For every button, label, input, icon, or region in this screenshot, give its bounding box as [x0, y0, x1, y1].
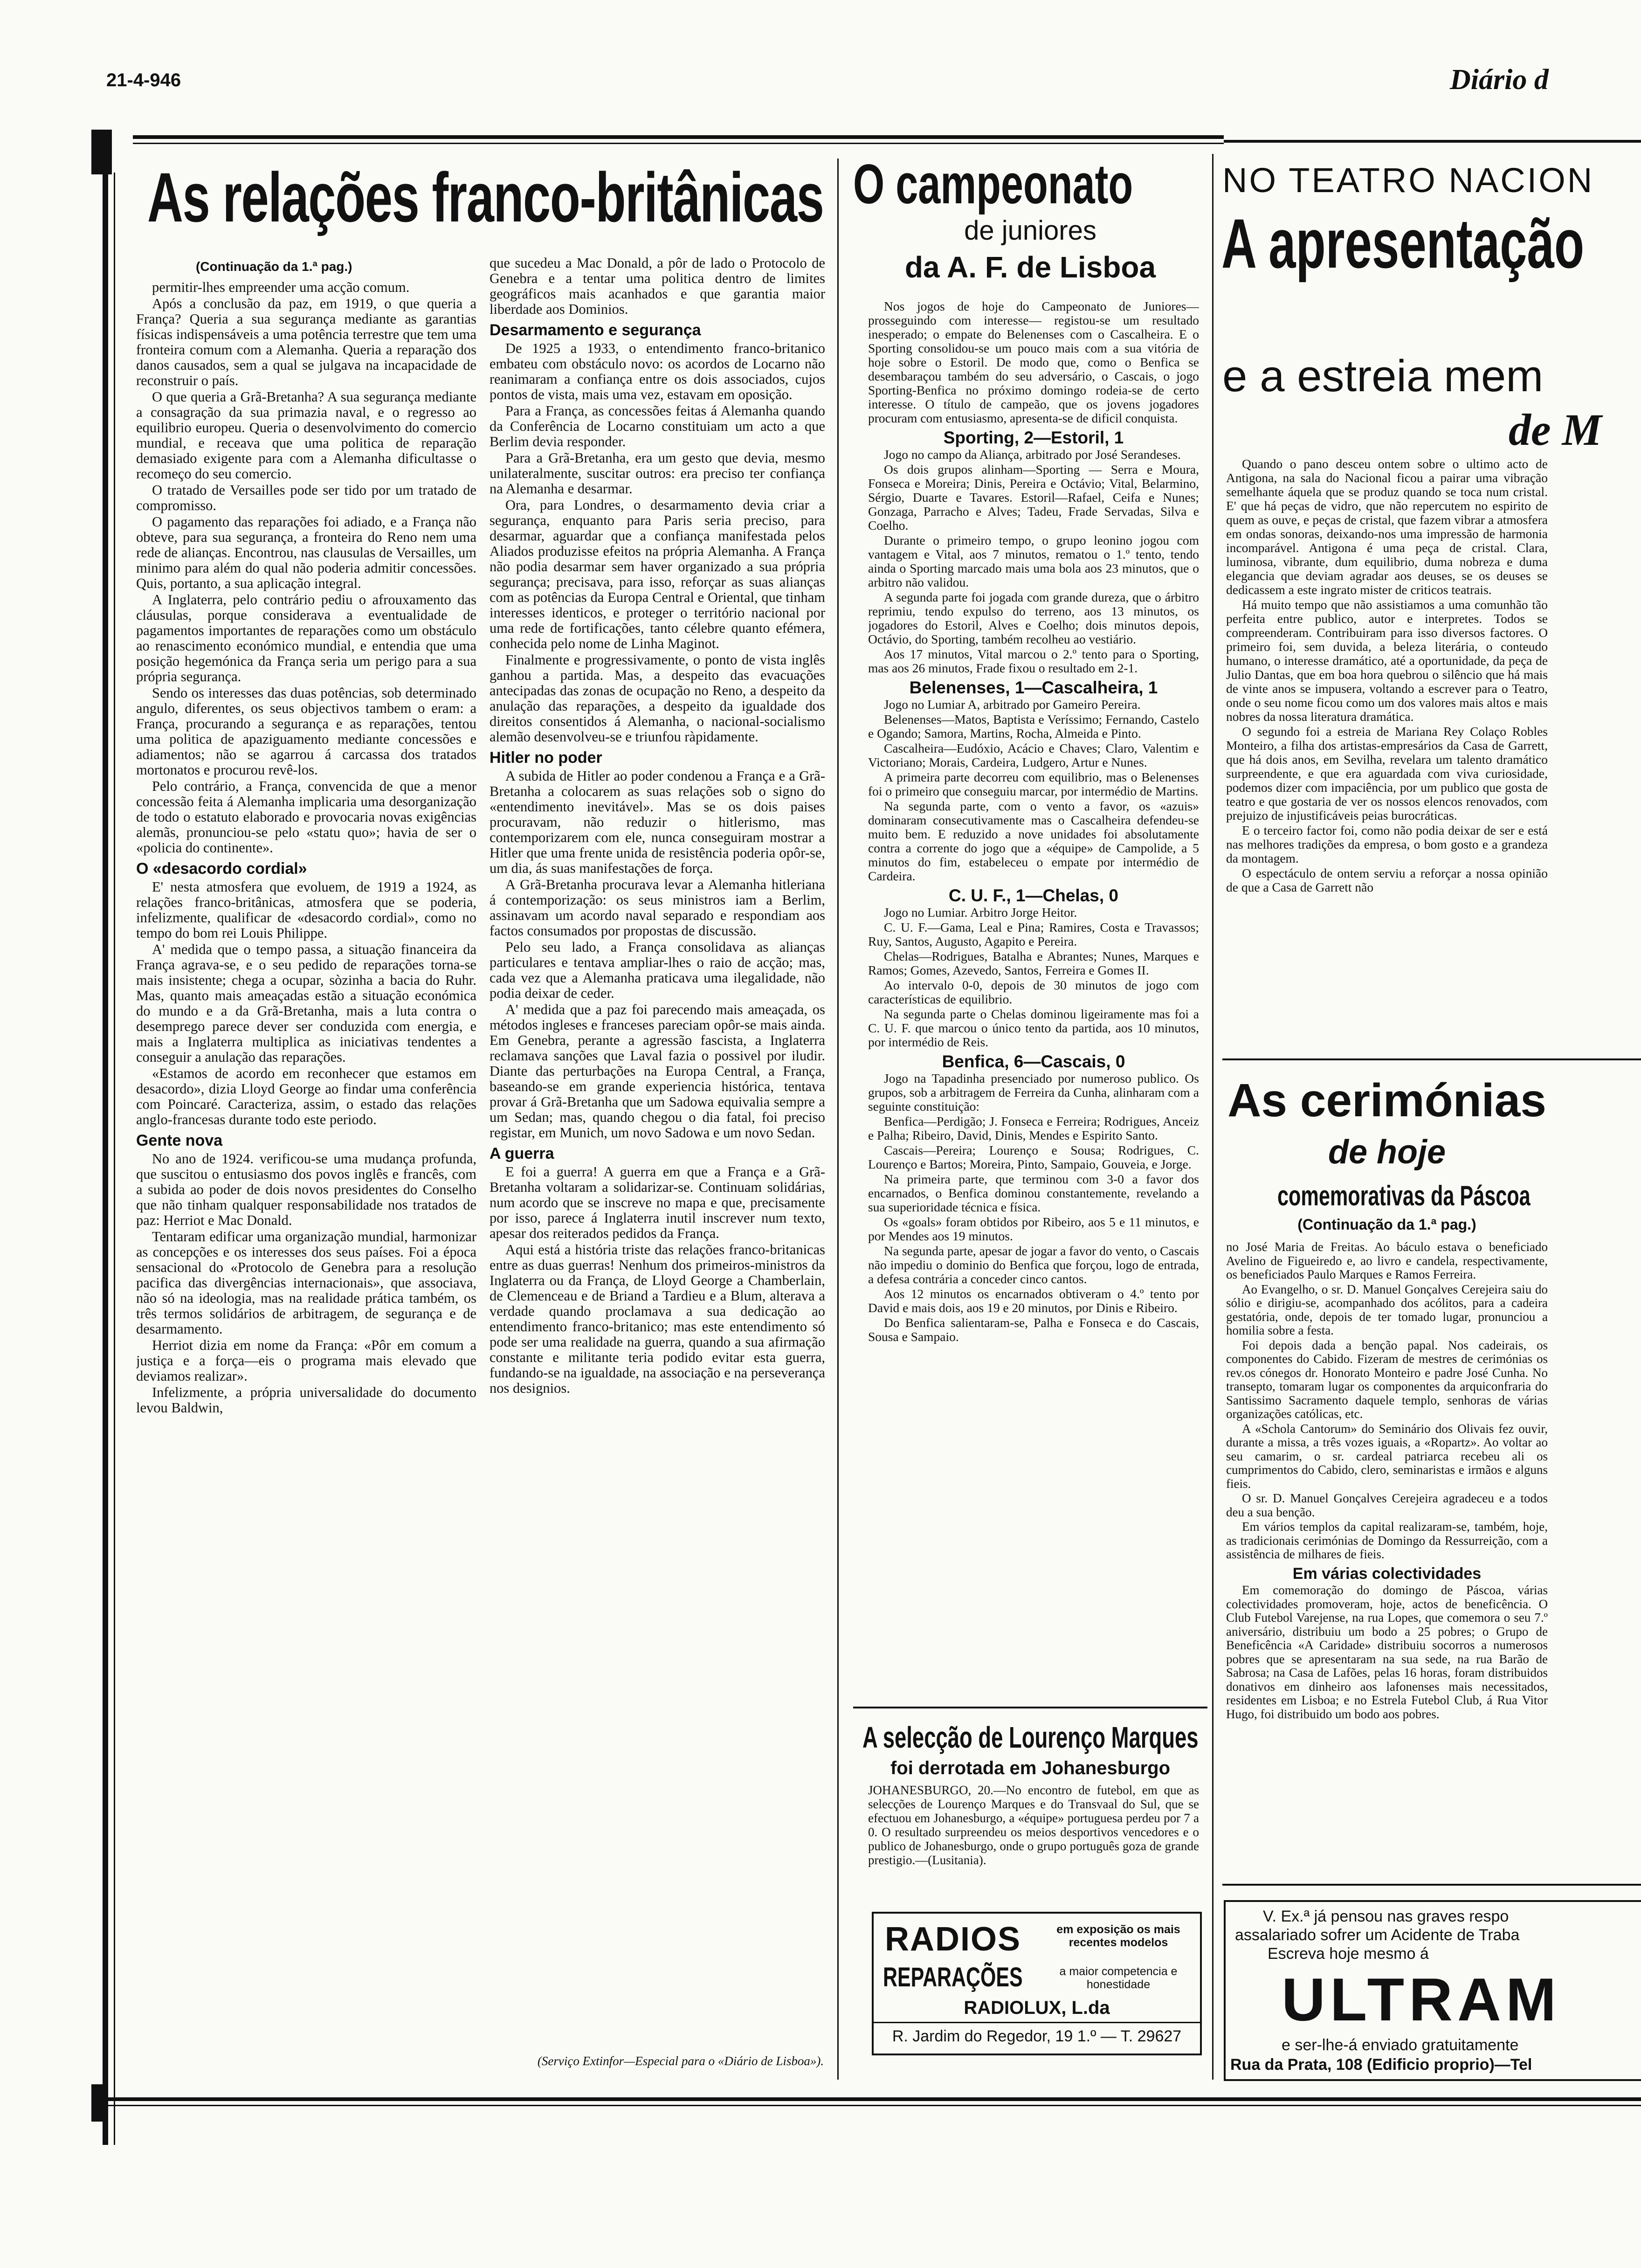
section-heading: Gente nova — [136, 1132, 223, 1149]
ad-ultra-line5: Rua da Prata, 108 (Edificio proprio)—Tel — [1230, 2056, 1532, 2074]
sports-article-body — [868, 299, 1199, 1691]
paragraph: O segundo foi a estreia de Mariana Rey Colaço Robles Monteiro, a filha dos artistas-empresários da Casa de Garrett, que há dois anos, em Sevilha, revelara um talento dramático surpreendente, e que era aguardada com viva curiosidade, podemos dizer com impaciência, por um publico que gosta de teatro e que gostaria de ver os nossos elencos renovados, com prejuizo de injustificáveis peias burocráticas. — [1226, 724, 1548, 823]
paragraph: O espectáculo de ontem serviu a reforçar a nossa opinião de que a Casa de Garrett não — [1226, 866, 1548, 894]
paragraph: Em vários templos da capital realizaram-se, também, hoje, as tradicionais cerimónias de Domingo da Ressurreição, com a assistência de milhares de fieis. — [1226, 1520, 1548, 1561]
paragraph: permitir-lhes empreender uma acção comum. — [152, 280, 410, 295]
paragraph: no José Maria de Freitas. Ao báculo estava o beneficiado Avelino de Figueiredo e, ao livro e candela, respectivamente, os beneficiados Paulo Marques e Ramos Ferreira. — [1226, 1240, 1548, 1281]
ad-divider — [874, 2022, 1200, 2023]
paragraph: Há muito tempo que não assistiamos a uma comunhão tão perfeita entre publico, autor e interpretes. Todos se compreenderam. Contribuiram para isso diversos factores. O primeiro foi, sem duvida, a beleza literária, o conteudo humano, o interesse dramático, até a oportunidade, da peça de Julio Dantas, que em boa hora quebrou o silêncio que há mais de vinte anos se impusera, voltando a escrever para o Teatro, onde o seu nome ficou como um dos valores mais altos e mais nobres da nossa literatura dramática. — [1226, 597, 1548, 724]
lead-article-title-text: As relações franco-britânicas — [147, 158, 824, 236]
paragraph: Cascais—Pereira; Lourenço e Sousa; Rodrigues, C. Lourenço e Bartos; Moreira, Pinto, Sampaio, Gouveia, e Jorge. — [868, 1143, 1199, 1171]
ad-ultra-brand: ULTRAM — [1282, 1965, 1561, 2033]
paragraph: Jogo no Lumiar A, arbitrado por Gameiro Pereira. — [884, 697, 1141, 712]
section-heading: Belenenses, 1—Cascalheira, 1 — [909, 678, 1158, 697]
lm-article-body — [868, 1783, 1199, 1886]
theatre-kicker: NO TEATRO NACION — [1222, 161, 1594, 200]
paragraph: E foi a guerra! A guerra em que a França e a Grã-Bretanha voltaram a solidarizar-se. Continuam solidárias, num acordo que se inscreve no mapa e que, precisamente por isso, parece á Inglaterra inutil inscrever num texto, apesar dos reiterados pedidos da França. — [490, 1164, 825, 1241]
paragraph: «Estamos de acordo em reconhecer que estamos em desacordo», dizia Lloyd George ao findar uma conferência com Poincaré. Caracteriza, assim, o estado das relações anglo-francesas durante todo este periodo. — [136, 1065, 476, 1127]
ultramar-advertisement — [1224, 1900, 1641, 2081]
paragraph: No ano de 1924. verificou-se uma mudança profunda, que suscitou o entusiasmo dos povos inglês e francês, com a subida ao poder de dois novos presidentes do Conselho que não tinham qualquer responsabilidade nos tratados de paz: Herriot e Mac Donald. — [136, 1151, 476, 1228]
sports-title-line1: O campeonato — [853, 154, 1133, 214]
section-heading: C. U. F., 1—Chelas, 0 — [949, 886, 1118, 905]
paragraph: Tentaram edificar uma organização mundial, harmonizar as concepções e os interesses dos seus países. Foi a época sensacional do «Protocolo de Genebra para a resolução pacifica das divergências internacionais», que associava, não só na ideologia, mas na realidade prática também, os três termos solidários de arbitragem, de segurança e de desarmamento. — [136, 1229, 476, 1337]
paragraph: O pagamento das reparações foi adiado, e a França não obteve, para sua segurança, a fronteira do Reno nem uma rede de alianças. Encontrou, nas clausulas de Versailles, um minimo para além do qual não poderia admitir concessões. Quis, portanto, a sua aplicação integral. — [136, 514, 476, 591]
paragraph: A segunda parte foi jogada com grande dureza, que o árbitro reprimiu, tendo expulso do terreno, aos 13 minutos, os jogadores do Estoril, Alves e Coelho; dois minutos depois, Octávio, do Sporting, também recolheu ao vestiário. — [868, 590, 1199, 646]
paragraph: Quando o pano desceu ontem sobre o ultimo acto de Antigona, na sala do Nacional ficou a pairar uma vibração semelhante áquela que se produz quando se toca num cristal. E' que há peças de vidro, que não repercutem no espirito de quem as ouve, e peças de cristal, que fazem vibrar a atmosfera em ondas sonoras, deixando-nos uma impressão de harmonia incomparável. Antigona é uma peça de cristal. Clara, luminosa, vibrante, dum equilibrio, duma nobreza e duma elegancia que deviam agradar aos deuses, se os deuses se dedicassem a este ingrato mister de criticos teatrais. — [1226, 457, 1548, 597]
section-heading: Sporting, 2—Estoril, 1 — [943, 428, 1124, 447]
lead-article-title — [147, 157, 833, 250]
top-rule-thin — [133, 143, 1224, 144]
paragraph: E o terceiro factor foi, como não podia deixar de ser e está nas melhores tradições da empresa, o bom gosto e a grandeza da montagem. — [1226, 823, 1548, 865]
paragraph: Finalmente e progressivamente, o ponto de vista inglês ganhou a partida. Mas, a despeito das evacuações antecipadas das zonas de ocupação no Reno, a despeito da anulação das reparações, a despeito da igualdade dos direitos consentidos á Alemanha, o nacional-socialismo alemão desenvolveu-se e triunfou ràpidamente. — [490, 652, 825, 745]
paragraph: Aos 12 minutos os encarnados obtiveram o 4.º tento por David e mais dois, aos 19 e 20 minutos, por Dinis e Ribeiro. — [868, 1286, 1199, 1315]
paragraph: Para a França, as concessões feitas á Alemanha quando da Conferência de Locarno constituiam um acto a que Berlim devia responder. — [490, 403, 825, 449]
paragraph: Ao intervalo 0-0, depois de 30 minutos de jogo com características de equilibrio. — [868, 978, 1199, 1006]
paragraph: Após a conclusão da paz, em 1919, o que queria a França? Queria a sua segurança mediante as garantias físicas indispensáveis a uma potência terrestre que tem uma fronteira comum com a Alemanha. Queria a reparação dos danos causados, sem a qual se julgava na incapacidade de reconstruir o país. — [136, 296, 476, 388]
bottom-rule-thin — [91, 2105, 1641, 2106]
left-border-thick — [103, 173, 108, 2145]
easter-article-body — [1226, 1240, 1548, 1860]
sports-separator — [853, 1707, 1207, 1708]
paragraph: A «Schola Cantorum» do Seminário dos Olivais fez ouvir, durante a missa, a três vozes iguais, a «Ropartz». Ao voltar ao seu camarim, o sr. cardeal patriarca recebeu ali os cumprimentos do Cabido, clero, seminaristas e irmãos e alguns fieis. — [1226, 1421, 1548, 1491]
paragraph: Na segunda parte o Chelas dominou ligeiramente mas foi a C. U. F. que marcou o único tento da partida, aos 10 minutos, por intermédio de Reis. — [868, 1007, 1199, 1049]
paragraph: C. U. F.—Gama, Leal e Pina; Ramires, Costa e Travassos; Ruy, Santos, Augusto, Agapito e Pereira. — [868, 920, 1199, 948]
ad-radios-word: RADIOS — [885, 1921, 1021, 1958]
paragraph: Nos jogos de hoje do Campeonato de Juniores—prosseguindo com interesse— registou-se um resultado inesperado; o empate do Belenenses com o Cascalheira. E o Sporting consolidou-se um pouco mais com a sua vitória de hoje sobre o Estoril. De modo que, como o Benfica se desembaraçou também do seu adversário, o Cascais, o jogo Sporting-Benfica no próximo domingo rodeia-se de certo interesse. O título de campeão, que os jovens jogadores procuram com entusiasmo, apresenta-se de dificil conquista. — [868, 299, 1199, 425]
lm-article-title: A selecção de Lourenço Marques — [862, 1721, 1199, 1754]
easter-title: As cerimónias — [1227, 1074, 1546, 1127]
paragraph: Pelo contrário, a França, convencida de que a menor concessão feita á Alemanha implicaria uma desorganização de todo o estatuto elaborado e provocaria novas exigências alemãs, pronunciou-se pelo «statu quo»; havia de ser o «policia do continente». — [136, 778, 476, 856]
radios-advertisement — [872, 1912, 1202, 2055]
column-rule-1 — [837, 159, 839, 2080]
paragraph: Na segunda parte, com o vento a favor, os «azuis» dominaram consecutivamente mas o Cascalheira defendeu-se muito bem. E reduzido a nove unidades foi absolutamente contra a corrente do jogo que a «équipe» de Campolide, a 5 minutos do fim, estabeleceu o empate por intermédio de Cardeira. — [868, 799, 1199, 883]
sports-title-line2: de juniores — [964, 215, 1096, 246]
paragraph: Jogo no campo da Aliança, arbitrado por José Serandeses. — [884, 447, 1181, 462]
paragraph: Pelo seu lado, a França consolidava as alianças particulares e tentava ampliar-lhes o raio de acção; mas, cada vez que a Alemanha praticava uma ilegalidade, não podia deixar de ceder. — [490, 939, 825, 1001]
theatre-article-body — [1226, 457, 1548, 1035]
ad-repairs-tagline: a maior competencia e honestidade — [1059, 1965, 1178, 1991]
paragraph: Benfica—Perdigão; J. Fonseca e Ferreira; Rodrigues, Anceiz e Palha; Ribeiro, David, Dinis, Mendes e Espirito Santo. — [868, 1114, 1199, 1142]
paragraph: Aqui está a história triste das relações franco-britanicas entre as duas guerras! Nenhum dos primeiros-ministros da Inglaterra ou da França, de Lloyd George a Chamberlain, de Clemenceau e de Briand a Tardieu e a Blum, alterava a verdade quando proclamava a sua dedicação ao entendimento franco-britanico; mas este entendimento só pode ser uma realidade na guerra, quando a sua afirmação constante e militante teria podido evitar esta guerra, fundando-se na igualdade, na associação e na perseverança nos designios. — [490, 1242, 825, 1396]
paragraph: Foi depois dada a benção papal. Nos cadeirais, os componentes do Cabido. Fizeram de mestres de cerimónias os rev.os cónegos dr. Honorato Monteiro e padre José Cunha. No transepto, tomaram lugar os componentes da arquiconfraria do Santissimo Sacramento daquele templo, senhoras de várias organizações católicas, etc. — [1226, 1338, 1548, 1421]
paragraph: Chelas—Rodrigues, Batalha e Abrantes; Nunes, Marques e Ramos; Gomes, Azevedo, Santos, Ferreira e Gomes II. — [868, 949, 1199, 977]
paragraph: Sendo os interesses das duas potências, sob determinado angulo, diferentes, os seus objectivos tambem o eram: a França, procurando a segurança e as reparações, tentou uma politica de apaziguamento mediante concessões e adiamentos; não se agarrou á carcassa dos tratados mortonatos e procurou revê-los. — [136, 685, 476, 778]
paragraph: A Grã-Bretanha procurava levar a Alemanha hitleriana á contemporização: os seus ministros iam a Berlim, assinavam um acordo naval separado e respondiam aos factos consumados por propostas de discussão. — [490, 877, 825, 939]
page-date: 21-4-946 — [106, 70, 181, 90]
bottom-block — [91, 2084, 105, 2122]
section-heading: Desarmamento e segurança — [490, 321, 701, 339]
paragraph: Em comemoração do domingo de Páscoa, várias colectividades promoveram, hoje, actos de beneficência. O Club Futebol Varejense, na rua Lopes, que comemora o seu 7.º aniversário, distribuiu um bodo a 25 pobres; o Grupo de Beneficência «A Caridade» distribuiu socorros a numerosos pobres que se apresentaram na sua sede, na rua Barão de Sabrosa; na Casa de Lafões, pelas 16 horas, foram distribuidos donativos em dinheiro aos lafonenses mais necessitados, residentes em Lisboa; e no Estrela Futebol Club, á Rua Vitor Hugo, foi distribuido um bodo aos pobres. — [1226, 1583, 1548, 1721]
paragraph: que sucedeu a Mac Donald, a pôr de lado o Protocolo de Genebra e a tentar uma politica dentro de limites geográficos mais acanhados e que garantia maior liberdade aos Dominios. — [490, 256, 825, 317]
section-heading: O «desacordo cordial» — [136, 860, 307, 878]
ad-ultra-line2: assalariado sofrer um Acidente de Traba — [1235, 1926, 1520, 1944]
paragraph: O que queria a Grã-Bretanha? A sua segurança mediante a consagração da sua primazia naval, e o regresso ao equilibrio europeu. Queria o desenvolvimento do comercio mundial, e receava que uma politica de reparação demasiado exigente para com a Alemanha dificultasse o recomeço do seu comercio. — [136, 389, 476, 482]
margin-block — [91, 130, 112, 174]
theatre-separator — [1222, 1058, 1641, 1060]
ad-radios-tagline: em exposição os mais recentes modelos — [1056, 1923, 1180, 1949]
paragraph: A primeira parte decorreu com equilibrio, mas o Belenenses foi o primeiro que conseguiu marcar, por intermédio de Martins. — [868, 770, 1199, 798]
paragraph: Os dois grupos alinham—Sporting — Serra e Moura, Fonseca e Moreira; Dinis, Pereira e Octávio; Vital, Belarmino, Sérgio, Duarte e Tavares. Estoril—Rafael, Ceifa e Nunes; Gonzaga, Parracho e Alves; Tadeu, Frade Servadas, Silva e Coelho. — [868, 462, 1199, 532]
ad-ultra-line1: V. Ex.ª já pensou nas graves respo — [1263, 1908, 1509, 1925]
paragraph: Os «goals» foram obtidos por Ribeiro, aos 5 e 11 minutos, e por Mendes aos 19 minutos. — [868, 1215, 1199, 1243]
column-rule-2 — [1212, 154, 1214, 2080]
theatre-title: A apresentação — [1221, 204, 1585, 283]
ad-ultra-line3: Escreva hoje mesmo á — [1268, 1945, 1429, 1963]
paragraph: Para a Grã-Bretanha, era um gesto que devia, mesmo unilateralmente, suscitar outros: era preciso ter confiança na Alemanha e desarmar. — [490, 450, 825, 497]
paragraph: Ora, para Londres, o desarmamento devia criar a segurança, enquanto para Paris seria preciso, para desarmar, aguardar que a confiança manifestada pelos Aliados produzisse efeitos na própria Alemanha. A França não podia desarmar sem haver organizado a sua própria segurança; precisava, para isso, reforçar as suas alianças com as potências da Europa Central e Oriental, que tinham interesses identicos, e proteger o território nacional por uma rede de fortificações, tanto célebre quanto efémera, conhecida pelo nome de Linha Maginot. — [490, 497, 825, 651]
left-border-thin — [114, 173, 115, 2145]
lead-article-credit: (Serviço Extinfor—Especial para o «Diário de Lisboa»). — [537, 2054, 824, 2068]
paragraph: O sr. D. Manuel Gonçalves Cerejeira agradeceu e a todos deu a sua benção. — [1226, 1491, 1548, 1519]
theatre-subtitle-1: e a estreia mem — [1222, 351, 1544, 401]
theatre-subtitle-2: de M — [1509, 405, 1602, 455]
sports-title-line3: da A. F. de Lisboa — [904, 250, 1156, 284]
lead-continuation: (Continuação da 1.ª pag.) — [196, 259, 352, 274]
paragraph: A Inglaterra, pelo contrário pediu o afrouxamento das cláusulas, porque considerava a eventualidade de pagamentos importantes de reparações como um obstáculo ao renascimento económico mundial, e entendia que uma posição hegemónica da França seria um perigo para a sua própria segurança. — [136, 592, 476, 685]
paragraph: E' nesta atmosfera que evoluem, de 1919 a 1924, as relações franco-britânicas, atmosfera que se poderia, infelizmente, qualificar de «desacordo cordial», como no tempo do bom rei Louis Philippe. — [136, 879, 476, 941]
easter-subtitle-1: de hoje — [1328, 1134, 1446, 1171]
ad-repairs-word: REPARAÇÕES — [883, 1962, 1023, 1992]
paragraph: Na segunda parte, apesar de jogar a favor do vento, o Cascais não impediu o dominio do Benfica que forçou, logo de entrada, a defesa contrária a conceder cinco cantos. — [868, 1244, 1199, 1286]
paragraph: A' medida que a paz foi parecendo mais ameaçada, os métodos ingleses e franceses pareciam opôr-se mais ainda. Em Genebra, perante a agressão fascista, a Inglaterra reclamava sanções que Laval fazia o possivel por iludir. Diante das perturbações na Europa Central, a França, baseando-se em grande experiencia histórica, tentava provar á Grã-Bretanha que um Sadowa equivalia sempre a um Sedan; mas, quando chegou o dia fatal, foi preciso registar, em Munich, um novo Sadowa e um novo Sedan. — [490, 1002, 825, 1141]
section-heading: Em várias colectividades — [1292, 1564, 1482, 1583]
paragraph: Jogo na Tapadinha presenciado por numeroso publico. Os grupos, sob a arbitragem de Ferreira da Cunha, alinharam com a seguinte constituição: — [868, 1071, 1199, 1113]
paragraph: Belenenses—Matos, Baptista e Veríssimo; Fernando, Castelo e Ogando; Samora, Martins, Rocha, Almeida e Pinto. — [868, 712, 1199, 740]
top-rule — [133, 135, 1224, 139]
paragraph: A' medida que o tempo passa, a situação financeira da França agrava-se, e o seu pedido de reparações torna-se mais insistente; chega a ocupar, sòzinha a bacia do Ruhr. Mas, quanto mais ameaçadas estão a situação económica do mundo e a da Grã-Bretanha, mais a luta contra o desemprego parece dever ser conduzida com energia, e mais a Inglaterra multiplica as iniciativas tendentes a conseguir a anulação das reparações. — [136, 941, 476, 1065]
bottom-rule — [91, 2097, 1641, 2101]
paragraph: Durante o primeiro tempo, o grupo leonino jogou com vantagem e Vital, aos 7 minutos, rematou o 1.º tento, tendo ainda o Sporting marcado mais uma bola aos 23 minutos, que o arbitro não validou. — [868, 533, 1199, 589]
paragraph: Herriot dizia em nome da França: «Pôr em comum a justiça e a força—eis o programa mais elevado que deviamos realizar». — [136, 1337, 476, 1384]
easter-separator — [1222, 1884, 1641, 1886]
paragraph: De 1925 a 1933, o entendimento franco-britanico embateu com obstáculo novo: os acordos de Locarno não reanimaram a confiança entre os dois associados, cujos pontos de vista, mais uma vez, estavam em oposição. — [490, 340, 825, 402]
section-heading: A guerra — [490, 1145, 554, 1162]
easter-continuation: (Continuação da 1.ª pag.) — [1297, 1216, 1476, 1233]
lm-article-subtitle: foi derrotada em Johanesburgo — [890, 1758, 1171, 1778]
ad-company-name: RADIOLUX, L.da — [964, 1998, 1110, 2018]
sports-title — [853, 154, 1207, 287]
section-heading: Hitler no poder — [490, 749, 602, 767]
top-rule-right — [1224, 140, 1641, 143]
paragraph: Do Benfica salientaram-se, Palha e Fonseca e do Cascais, Sousa e Sampaio. — [868, 1315, 1199, 1344]
lm-article-paragraph: JOHANESBURGO, 20.—No encontro de futebol, em que as selecções de Lourenço Marques e do Transvaal do Sul, que se efectuou em Johanesburgo, a «équipe» portuguesa perdeu por 7 a 0. O resultado surpreendeu os meios desportivos vencedores e o publico de Johanesburgo, onde o grupo português goza de grande prestigio.—(Lusitania). — [868, 1783, 1199, 1867]
lead-article-column-2 — [490, 256, 825, 2065]
lead-article-column-1 — [136, 280, 476, 2084]
ad-ultra-line4: e ser-lhe-á enviado gratuitamente — [1282, 2036, 1519, 2054]
easter-subtitle-2: comemorativas da Páscoa — [1277, 1180, 1531, 1211]
paragraph: Ao Evangelho, o sr. D. Manuel Gonçalves Cerejeira saiu do sólio e dirigiu-se, acompanhado dos acólitos, para a cadeira gestatória, onde, depois de ter tomado lugar, pronunciou a homilia sobre a festa. — [1226, 1282, 1548, 1337]
paragraph: O tratado de Versailles pode ser tido por um tratado de compromisso. — [136, 482, 476, 513]
paragraph: Na primeira parte, que terminou com 3-0 a favor dos encarnados, o Benfica dominou constantemente, revelando a sua superioridade técnica e física. — [868, 1172, 1199, 1214]
section-heading: Benfica, 6—Cascais, 0 — [942, 1052, 1125, 1071]
paragraph: Infelizmente, a própria universalidade do documento levou Baldwin, — [136, 1384, 476, 1416]
masthead: Diário d — [1450, 64, 1549, 96]
paragraph: Aos 17 minutos, Vital marcou o 2.º tento para o Sporting, mas aos 26 minutos, Frade fixou o resultado em 2-1. — [868, 647, 1199, 675]
paragraph: Jogo no Lumiar. Arbitro Jorge Heitor. — [884, 905, 1077, 920]
ad-company-address: R. Jardim do Regedor, 19 1.º — T. 29627 — [892, 2027, 1182, 2045]
paragraph: Cascalheira—Eudóxio, Acácio e Chaves; Claro, Valentim e Victoriano; Morais, Cardeira, Ludgero, Artur e Nunes. — [868, 741, 1199, 769]
paragraph: A subida de Hitler ao poder condenou a França e a Grã-Bretanha a colocarem as suas relações sob o signo do «entendimento inevitável». Mas se os dois paises procuravam, não reduzir o hitlerismo, mas contemporizarem com ele, nunca conseguiram mostrar a Hitler que uma frente unida de resistência poderia opôr-se, um dia, ás suas manifestações de força. — [490, 768, 825, 876]
